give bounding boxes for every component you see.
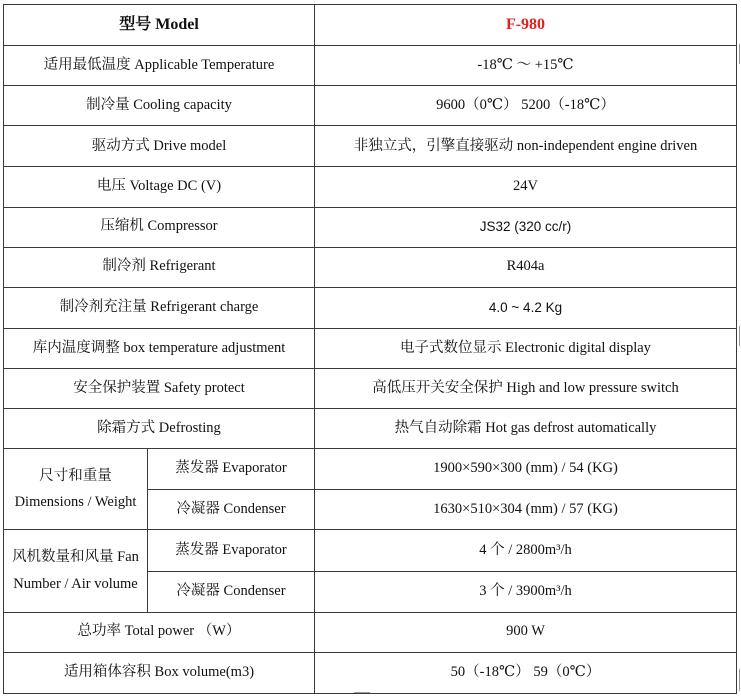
fan-number-label: 风机数量和风量 Fan Number / Air volume — [4, 530, 148, 612]
spec-value: 50（-18℃） 59（0℃） — [315, 652, 737, 693]
sub-value: 3 个 / 3900m³/h — [315, 571, 737, 612]
table-row — [4, 449, 737, 490]
sub-label: 冷凝器 Condenser — [148, 571, 315, 612]
right-edge-mark — [739, 669, 740, 691]
dimensions-weight-label: 尺寸和重量 Dimensions / Weight — [4, 449, 148, 530]
table-row — [4, 409, 737, 449]
right-edge-mark — [739, 44, 740, 64]
table-row — [4, 287, 737, 328]
table-row — [4, 46, 737, 86]
spec-label: 安全保护装置 Safety protect — [4, 368, 315, 408]
sub-label: 蒸发器 Evaporator — [148, 530, 315, 571]
spec-label: 制冷剂 Refrigerant — [4, 247, 315, 287]
spec-value: 4.0 ~ 4.2 Kg — [315, 287, 737, 328]
spec-label: 适用箱体容积 Box volume(m3) — [4, 652, 315, 693]
sub-label: 蒸发器 Evaporator — [148, 449, 315, 490]
table-row — [4, 207, 737, 247]
spec-label: 总功率 Total power （W） — [4, 612, 315, 652]
spec-value: R404a — [315, 247, 737, 287]
sub-label: 冷凝器 Condenser — [148, 490, 315, 530]
table-row — [4, 247, 737, 287]
table-row — [4, 368, 737, 408]
spec-label: 电压 Voltage DC (V) — [4, 167, 315, 207]
sub-value: 1630×510×304 (mm) / 57 (KG) — [315, 490, 737, 530]
right-edge-mark — [739, 326, 740, 346]
spec-value: 高低压开关安全保护 High and low pressure switch — [315, 368, 737, 408]
model-value: F-980 — [315, 5, 737, 46]
spec-value: 9600（0℃） 5200（-18℃） — [315, 86, 737, 126]
spec-value: 非独立式，引擎直接驱动 non-independent engine driven — [315, 126, 737, 167]
table-row — [4, 126, 737, 167]
spec-label: 制冷剂充注量 Refrigerant charge — [4, 287, 315, 328]
bottom-edge-mark — [354, 692, 370, 693]
spec-label: 适用最低温度 Applicable Temperature — [4, 46, 315, 86]
table-row — [4, 530, 737, 571]
spec-value: 24V — [315, 167, 737, 207]
header-row — [4, 5, 737, 46]
model-label: 型号 Model — [4, 5, 315, 46]
spec-label: 驱动方式 Drive model — [4, 126, 315, 167]
spec-label: 制冷量 Cooling capacity — [4, 86, 315, 126]
spec-table — [3, 4, 737, 694]
spec-label: 压缩机 Compressor — [4, 207, 315, 247]
table-row — [4, 652, 737, 693]
spec-value: 热气自动除霜 Hot gas defrost automatically — [315, 409, 737, 449]
sub-value: 1900×590×300 (mm) / 54 (KG) — [315, 449, 737, 490]
spec-value: 900 W — [315, 612, 737, 652]
spec-label: 除霜方式 Defrosting — [4, 409, 315, 449]
table-row — [4, 167, 737, 207]
spec-value: JS32 (320 cc/r) — [315, 207, 737, 247]
spec-label: 库内温度调整 box temperature adjustment — [4, 328, 315, 368]
table-row — [4, 612, 737, 652]
spec-value: -18℃ ～ +15℃ — [315, 46, 737, 86]
table-row — [4, 86, 737, 126]
sub-value: 4 个 / 2800m³/h — [315, 530, 737, 571]
spec-value: 电子式数位显示 Electronic digital display — [315, 328, 737, 368]
table-row — [4, 328, 737, 368]
